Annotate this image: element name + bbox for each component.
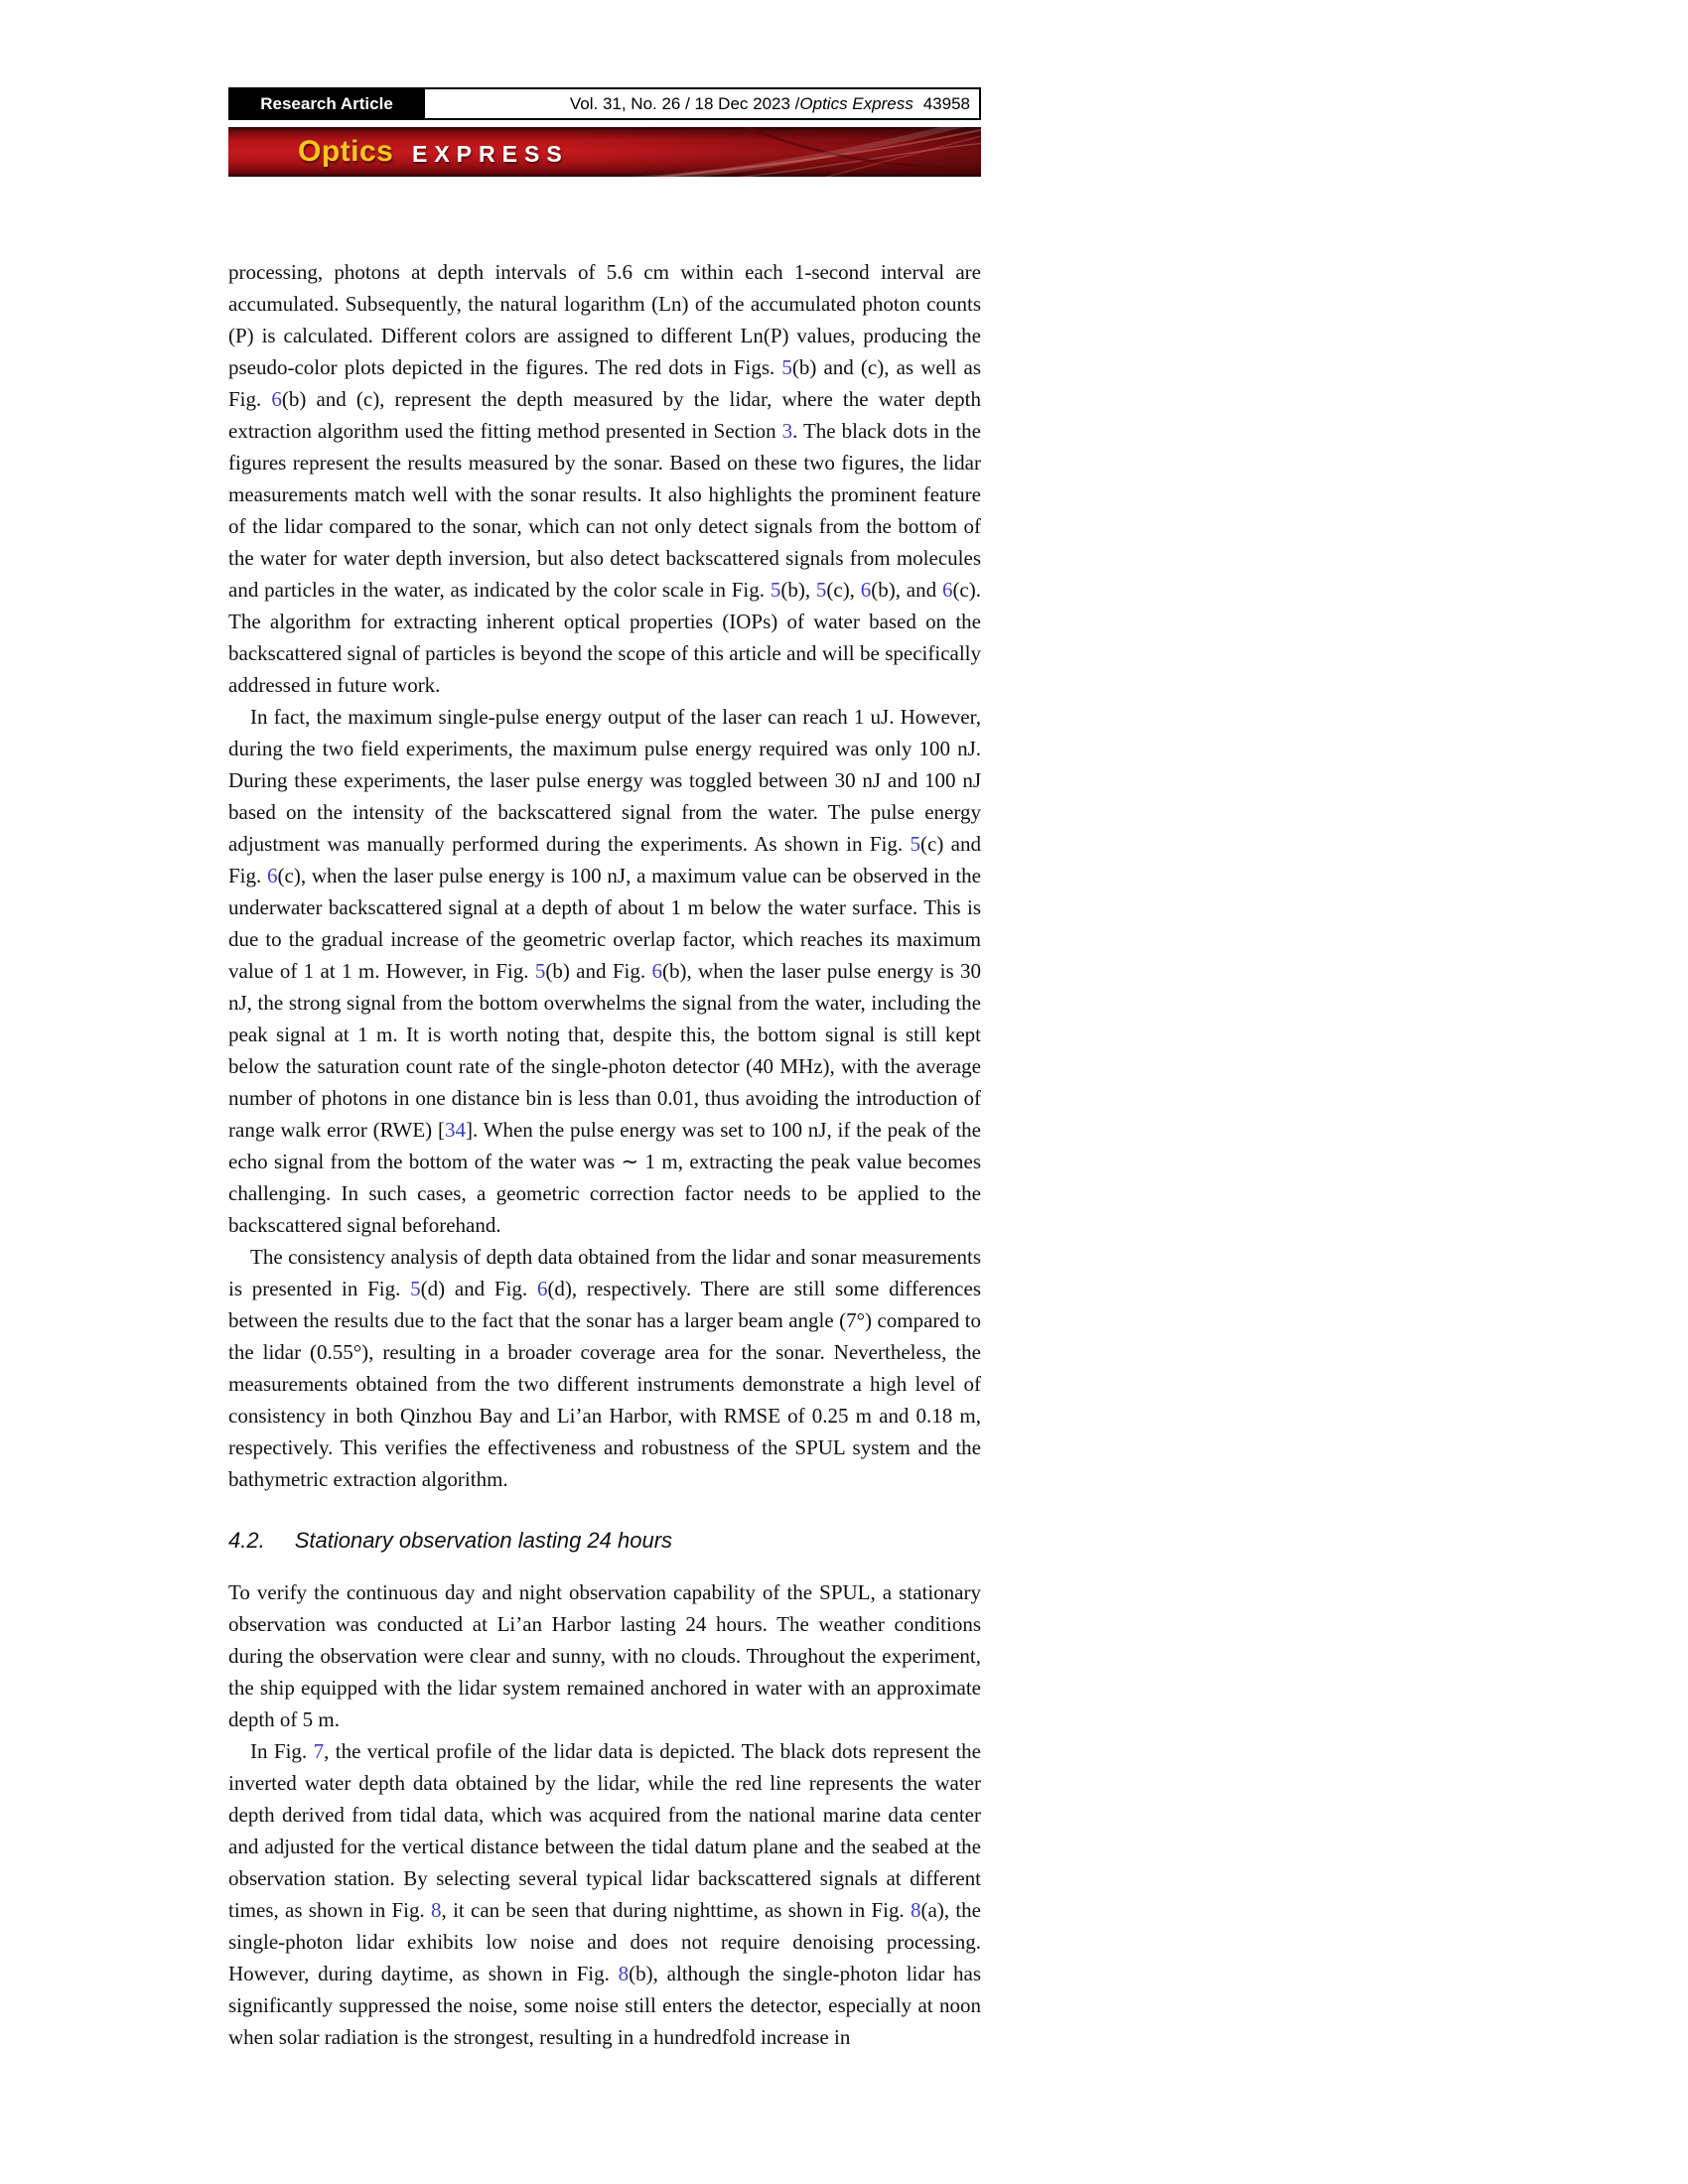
body-paragraph: The consistency analysis of depth data obtained from the lidar and sonar measurements is presented in Fig. 5(d) and Fig. 6(d), respectively. There are still some differences between the results due to the fact that the sonar has a larger beam angle (7°) compared to the lidar (0.55°), resulting in a broader coverage area for the sonar. Nevertheless, the measurements obtained from the two different instruments demonstrate a high level of consistency in both Qinzhou Bay and Li’an Harbor, with RMSE of 0.25 m and 0.18 m, respectively. This verifies the effectiveness and robustness of the SPUL system and the bathymetric extraction algorithm. — [228, 1245, 981, 1491]
journal-banner — [228, 127, 981, 177]
figure-ref-link[interactable]: 6 — [651, 959, 662, 983]
citation-page-number: 43958 — [922, 93, 970, 113]
figure-ref-link[interactable]: 6 — [941, 578, 953, 602]
figure-ref-link[interactable]: 5 — [410, 1277, 421, 1300]
citation-ref-link[interactable]: 34 — [444, 1118, 466, 1142]
journal-logo-express: EXPRESS — [412, 141, 569, 167]
figure-ref-link[interactable]: 6 — [271, 387, 282, 411]
figure-ref-link[interactable]: 7 — [313, 1739, 325, 1763]
journal-citation — [425, 87, 981, 120]
page-header — [228, 87, 981, 120]
section-number: 4.2. — [228, 1528, 265, 1553]
figure-ref-link[interactable]: 8 — [431, 1898, 442, 1922]
figure-ref-link[interactable]: 5 — [781, 355, 792, 379]
body-paragraph: In Fig. 7, the vertical profile of the lidar data is depicted. The black dots represent the inverted water depth data obtained by the lidar, while the red line represents the water depth derived from tidal data, which was acquired from the national marine data center and adjusted for the vertical distance between the tidal datum plane and the seabed at the observation station. By selecting several typical lidar backscattered signals at different times, as shown in Fig. 8, it can be seen that during nighttime, as shown in Fig. 8(a), the single-photon lidar exhibits low noise and does not require denoising processing. However, during daytime, as shown in Fig. 8(b), although the single-photon lidar has significantly suppressed the noise, some noise still enters the detector, especially at noon when solar radiation is the strongest, resulting in a hundredfold increase in — [228, 1739, 982, 2049]
figure-ref-link[interactable]: 8 — [911, 1898, 921, 1922]
figure-ref-link[interactable]: 5 — [815, 578, 827, 602]
section-title: Stationary observation lasting 24 hours — [294, 1528, 673, 1553]
section-ref-link[interactable]: 3 — [781, 419, 793, 443]
body-paragraph: In fact, the maximum single-pulse energy output of the laser can reach 1 uJ. However, during the two field experiments, the maximum pulse energy required was only 100 nJ. During these experiments, the laser pulse energy was toggled between 30 nJ and 100 nJ based on the intensity of the backscattered signal from the water. The pulse energy adjustment was manually performed during the experiments. As shown in Fig. 5(c) and Fig. 6(c), when the laser pulse energy is 100 nJ, a maximum value can be observed in the underwater backscattered signal at a depth of about 1 m below the water surface. This is due to the gradual increase of the geometric overlap factor, which reaches its maximum value of 1 at 1 m. However, in Fig. 5(b) and Fig. 6(b), when the laser pulse energy is 30 nJ, the strong signal from the bottom overwhelms the signal from the water, including the peak signal at 1 m. It is worth noting that, despite this, the bottom signal is still kept below the saturation count rate of the single-photon detector (40 MHz), with the average number of photons in one distance bin is less than 0.01, thus avoiding the introduction of range walk error (RWE) [34]. When the pulse energy was set to 100 nJ, if the peak of the echo signal from the bottom of the water was ∼ 1 m, extracting the peak value becomes challenging. In such cases, a geometric correction factor needs to be applied to the backscattered signal beforehand. — [228, 705, 982, 1237]
citation-volume-date: Vol. 31, No. 26 / 18 Dec 2023 / — [569, 93, 800, 113]
research-article-badge — [228, 87, 425, 120]
citation-journal-name: Optics Express — [799, 93, 914, 113]
banner-swoosh-decoration — [564, 127, 981, 177]
article-body — [228, 256, 981, 2053]
research-article-label: Research Article — [260, 93, 393, 113]
journal-logo-optics: Optics — [298, 135, 394, 168]
figure-ref-link[interactable]: 5 — [910, 832, 920, 856]
page-content — [228, 87, 981, 2053]
body-paragraph: To verify the continuous day and night observation capability of the SPUL, a stationary observation was conducted at Li’an Harbor lasting 24 hours. The weather conditions during the observation were clear and sunny, with no clouds. Throughout the experiment, the ship equipped with the lidar system remained anchored in water with an approximate depth of 5 m. — [228, 1580, 981, 1731]
figure-ref-link[interactable]: 5 — [770, 578, 781, 602]
figure-ref-link[interactable]: 5 — [534, 959, 546, 983]
figure-ref-link[interactable]: 6 — [860, 578, 872, 602]
figure-ref-link[interactable]: 6 — [267, 864, 278, 887]
figure-ref-link[interactable]: 8 — [618, 1962, 630, 1985]
section-heading — [228, 1525, 981, 1557]
figure-ref-link[interactable]: 6 — [536, 1277, 548, 1300]
body-paragraph: processing, photons at depth intervals of 5.6 cm within each 1-second interval are accumulated. Subsequently, the natural logarithm (Ln) of the accumulated photon counts (P) is calculated. Different colors are assigned to different Ln(P) values, producing the pseudo-color plots depicted in the figures. The red dots in Figs. 5(b) and (c), as well as Fig. 6(b) and (c), represent the depth measured by the lidar, where the water depth extraction algorithm used the fitting method presented in Section 3. The black dots in the figures represent the results measured by the sonar. Based on these two figures, the lidar measurements match well with the sonar results. It also highlights the prominent feature of the lidar compared to the sonar, which can not only detect signals from the bottom of the water for water depth inversion, but also detect backscattered signals from molecules and particles in the water, as indicated by the color scale in Fig. 5(b), 5(c), 6(b), and 6(c). The algorithm for extracting inherent optical properties (IOPs) of water based on the backscattered signal of particles is beyond the scope of this article and will be specifically addressed in future work. — [228, 260, 982, 697]
